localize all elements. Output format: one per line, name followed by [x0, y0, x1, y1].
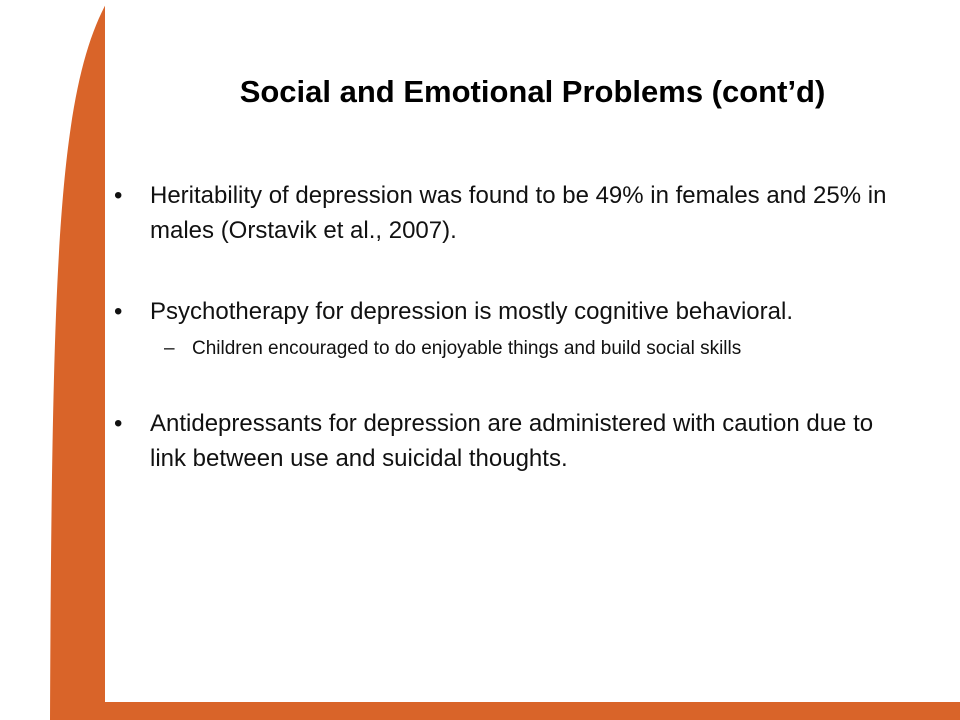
bullet-text: Antidepressants for depression are administered with caution due to link between use and suicidal thoughts.: [150, 410, 874, 472]
sub-bullet-marker: –: [164, 338, 175, 359]
bullet-marker: •: [114, 182, 123, 209]
sub-bullet-list: [108, 335, 908, 362]
sub-bullet-text: Children encouraged to do enjoyable things and build social skills: [192, 338, 742, 359]
bullet-marker: •: [114, 410, 123, 437]
bullet-antidepressants: [108, 406, 908, 476]
sub-bullet-children: [108, 335, 908, 362]
bullet-text: Psychotherapy for depression is mostly cognitive behavioral.: [150, 298, 793, 325]
bullet-text: Heritability of depression was found to be 49% in females and 25% in males (Orstavik et al., 2007).: [150, 182, 887, 244]
slide-content: [108, 178, 908, 476]
slide-title: Social and Emotional Problems (cont’d): [239, 74, 826, 109]
bullet-psychotherapy: [108, 294, 908, 329]
bullet-marker: •: [114, 298, 123, 325]
bullet-heritability: [108, 178, 908, 248]
